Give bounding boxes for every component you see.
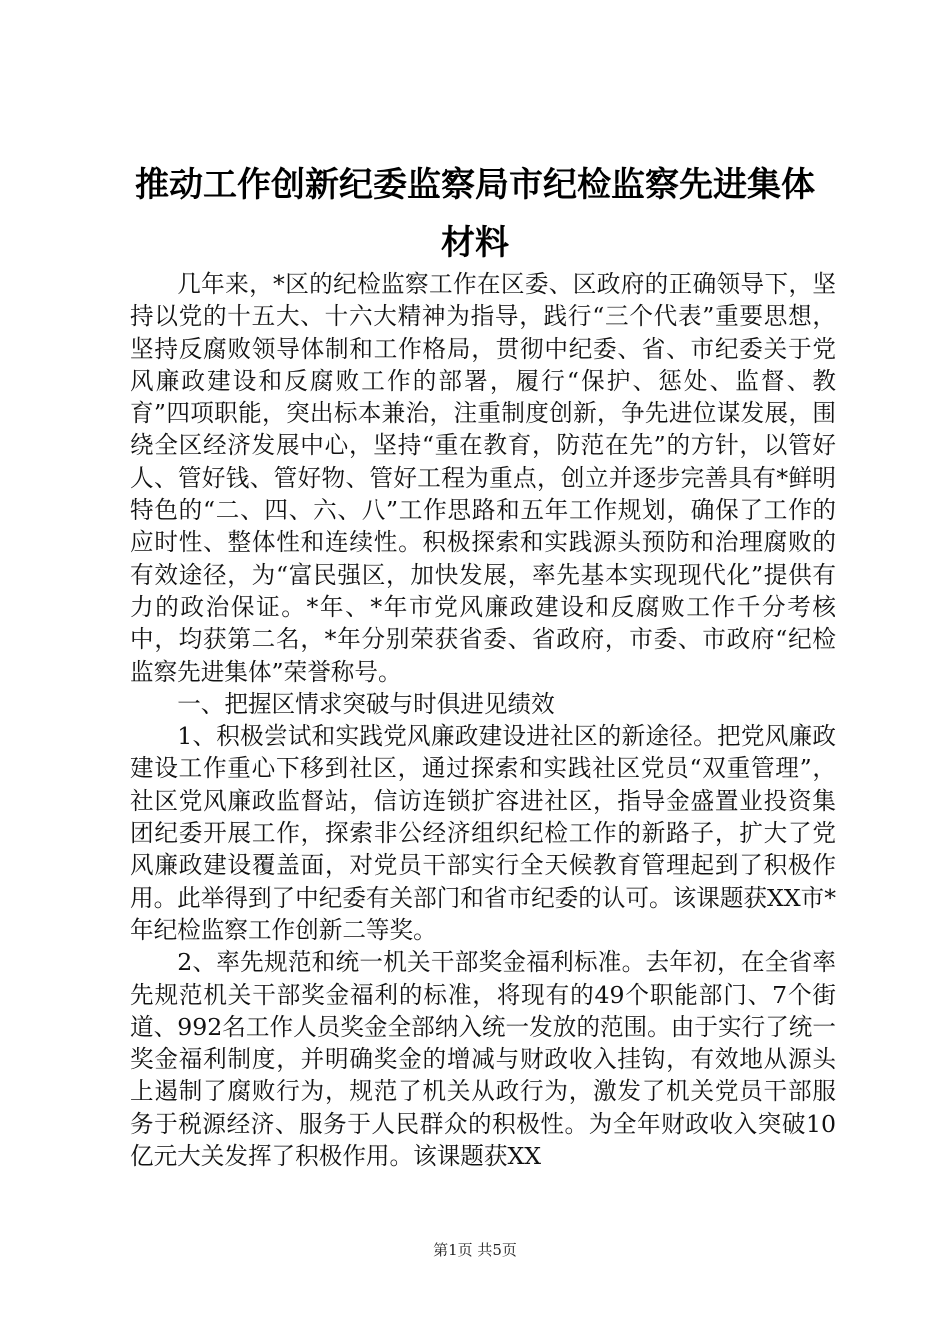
document-body: [130, 268, 836, 1172]
paragraph-item-2: 2、率先规范和统一机关干部奖金福利标准。去年初，在全省率先规范机关干部奖金福利的标准，将现有的49个职能部门、7个街道、992名工作人员奖金全部纳入统一发放的范围。由于实行了统一奖金福利制度，并明确奖金的增减与财政收入挂钩，有效地从源头上遏制了腐败行为，规范了机关从政行为，激发了机关党员干部服务于税源经济、服务于人民群众的积极性。为全年财政收入突破10亿元大关发挥了积极作用。该课题获XX: [130, 948, 836, 1171]
document-title-line1: 推动工作创新纪委监察局市纪检监察先进集体: [135, 165, 815, 205]
page-footer: 第1页 共5页: [433, 1241, 517, 1259]
paragraph-intro: 几年来，*区的纪检监察工作在区委、区政府的正确领导下，坚持以党的十五大、十六大精神为指导，践行“三个代表”重要思想，坚持反腐败领导体制和工作格局，贯彻中纪委、省、市纪委关于党风廉政建设和反腐败工作的部署，履行“保护、惩处、监督、教育”四项职能，突出标本兼治，注重制度创新，争先进位谋发展，围绕全区经济发展中心，坚持“重在教育，防范在先”的方针，以管好人、管好钱、管好物、管好工程为重点，创立并逐步完善具有*鲜明特色的“二、四、六、八”工作思路和五年工作规划，确保了工作的应时性、整体性和连续性。积极探索和实践源头预防和治理腐败的有效途径，为“富民强区，加快发展，率先基本实现现代化”提供有力的政治保证。*年、*年市党风廉政建设和反腐败工作千分考核中，均获第二名，*年分别荣获省委、省政府，市委、市政府“纪检监察先进集体”荣誉称号。: [130, 270, 836, 686]
document-title-line2: 材料: [441, 223, 509, 263]
paragraph-item-1: 1、积极尝试和实践党风廉政建设进社区的新途径。把党风廉政建设工作重心下移到社区，通过探索和实践社区党员“双重管理”，社区党风廉政监督站，信访连锁扩容进社区，指导金盛置业投资集团纪委开展工作，探索非公经济组织纪检工作的新路子，扩大了党风廉政建设覆盖面，对党员干部实行全天候教育管理起到了积极作用。此举得到了中纪委有关部门和省市纪委的认可。该课题获XX市*年纪检监察工作创新二等奖。: [130, 722, 837, 944]
section-heading: 一、把握区情求突破与时俱进见绩效: [177, 689, 555, 718]
